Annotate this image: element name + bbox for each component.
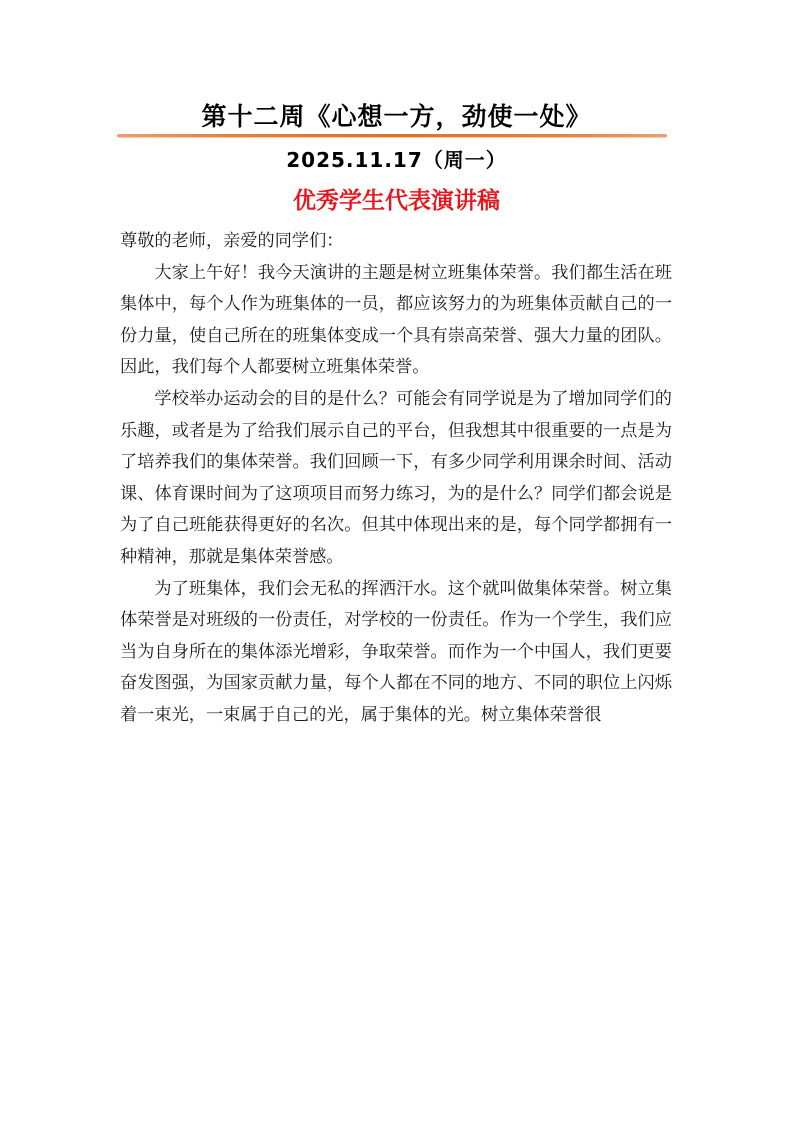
title-underline-rule xyxy=(117,134,667,137)
document-date: 2025.11.17（周一） xyxy=(286,148,507,172)
salutation: 尊敬的老师，亲爱的同学们： xyxy=(120,231,344,251)
speech-body xyxy=(120,226,672,732)
paragraph-3: 为了班集体，我们会无私的挥洒汗水。这个就叫做集体荣誉。树立集体荣誉是对班级的一份责任，对学校的一份责任。作为一个学生，我们应当为自身所在的集体添光增彩，争取荣誉。而作为一个中国人，我们更要奋发图强，为国家贡献力量，每个人都在不同的地方、不同的职位上闪烁着一束光，一束属于自己的光，属于集体的光。树立集体荣誉很 xyxy=(120,578,672,725)
document-subtitle: 优秀学生代表演讲稿 xyxy=(293,188,500,214)
paragraph-1: 大家上午好！我今天演讲的主题是树立班集体荣誉。我们都生活在班集体中，每个人作为班集体的一员，都应该努力的为班集体贡献自己的一份力量，使自己所在的班集体变成一个具有崇高荣誉、强大力量的团队。因此，我们每个人都要树立班集体荣誉。 xyxy=(120,262,672,378)
paragraph-2: 学校举办运动会的目的是什么？可能会有同学说是为了增加同学们的乐趣，或者是为了给我们展示自己的平台，但我想其中很重要的一点是为了培养我们的集体荣誉。我们回顾一下，有多少同学利用课余时间、活动课、体育课时间为了这项项目而努力练习，为的是什么？同学们都会说是为了自己班能获得更好的名次。但其中体现出来的是，每个同学都拥有一种精神，那就是集体荣誉感。 xyxy=(120,388,672,567)
document-title: 第十二周《心想一方，劲使一处》 xyxy=(201,102,592,131)
